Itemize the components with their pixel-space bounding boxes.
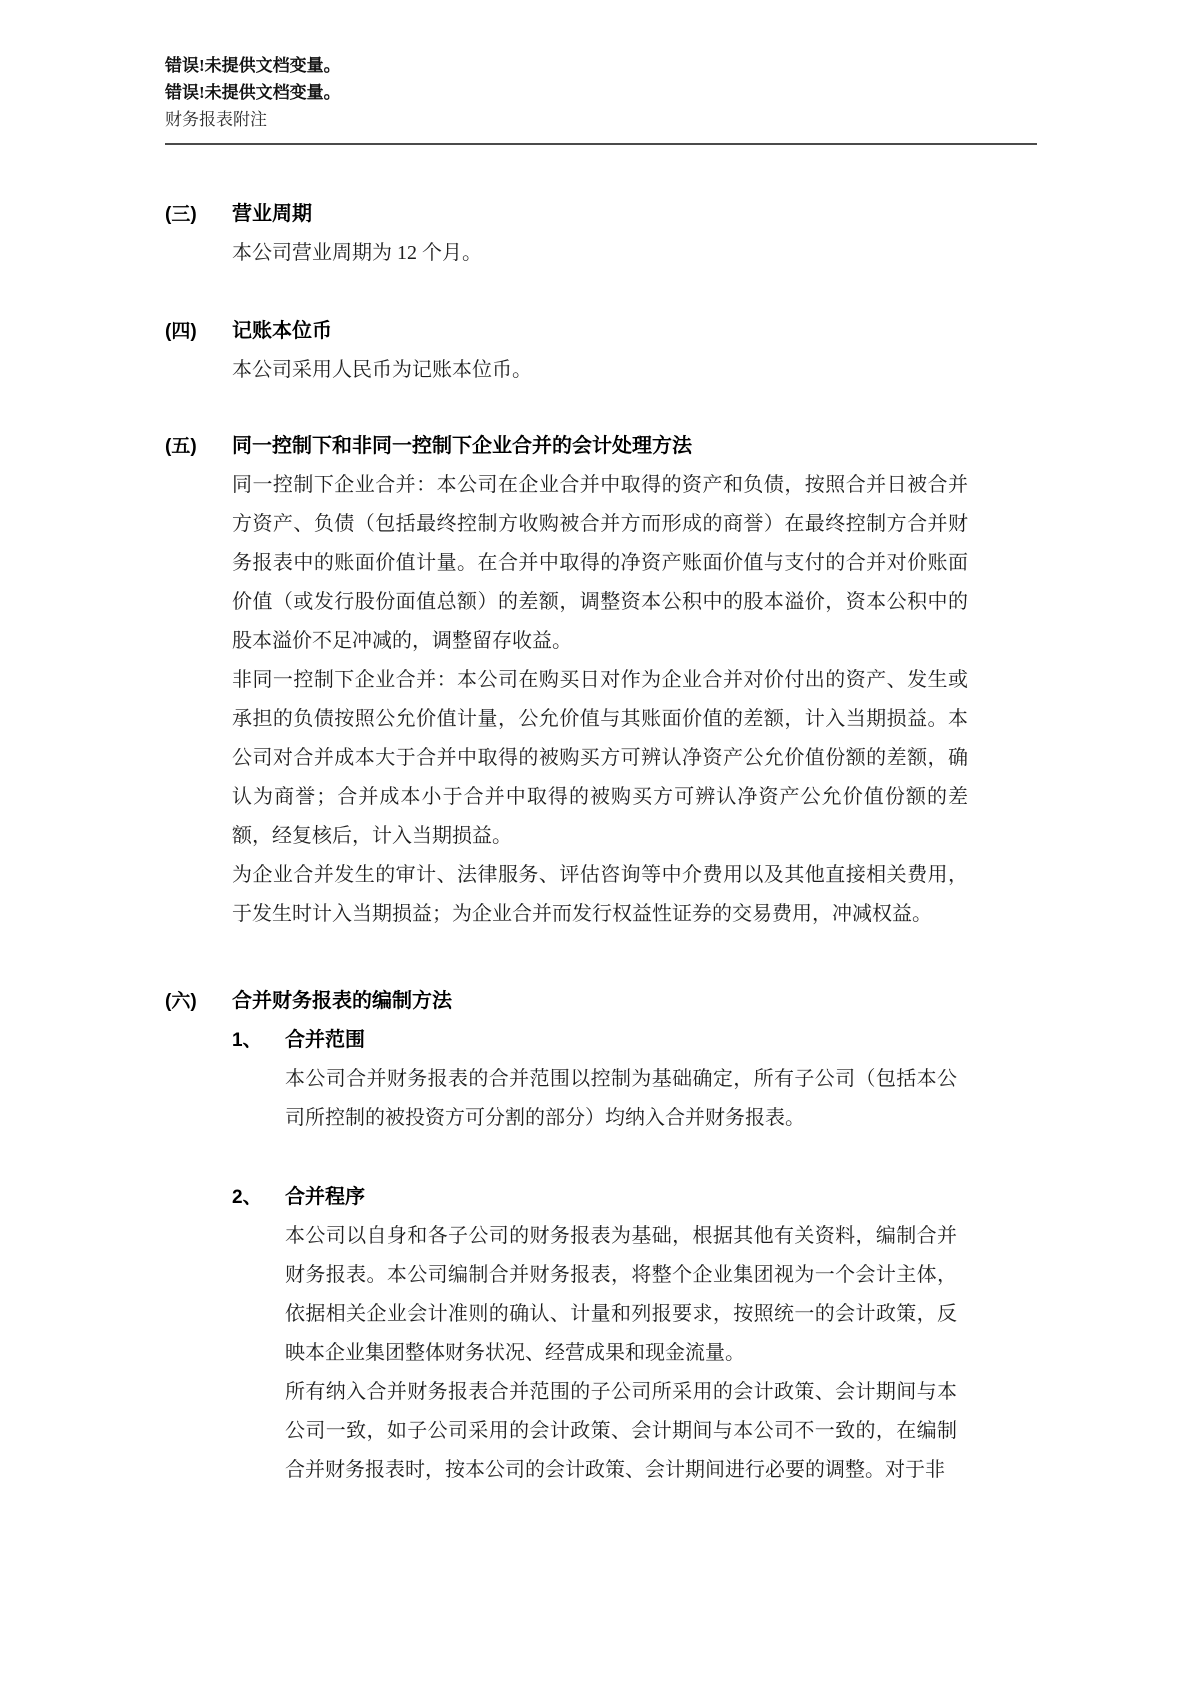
section-5-paragraph-1: 同一控制下企业合并：本公司在企业合并中取得的资产和负债，按照合并日被合并方资产、负债（包括最终控制方收购被合并方而形成的商誉）在最终控制方合并财务报表中的账面价值计量。在合并中取得的净资产账面价值与支付的合并对价账面价值（或发行股份面值总额）的差额，调整资本公积中的股本溢价，资本公积中的股本溢价不足冲减的，调整留存收益。: [232, 474, 968, 652]
section-5-paragraph-2: 非同一控制下企业合并：本公司在购买日对作为企业合并对价付出的资产、发生或承担的负债按照公允价值计量，公允价值与其账面价值的差额，计入当期损益。本公司对合并成本大于合并中取得的被购买方可辨认净资产公允价值份额的差额，确认为商誉；合并成本小于合并中取得的被购买方可辨认净资产公允价值份额的差额，经复核后，计入当期损益。: [232, 669, 968, 847]
section-3-label: (三): [165, 204, 197, 225]
subsection-1-title: 合并范围: [285, 1029, 365, 1051]
subsection-2-row: [232, 1178, 1200, 1490]
section-3-paragraph: 本公司营业周期为 12 个月。: [232, 242, 482, 264]
section-4-label: (四): [165, 321, 197, 342]
section-6-label: (六): [165, 991, 197, 1012]
subsection-1-row: [232, 1021, 1200, 1138]
header-rule: [165, 143, 1037, 145]
subsection-2-title: 合并程序: [285, 1186, 365, 1208]
subsection-1-paragraph: 本公司合并财务报表的合并范围以控制为基础确定，所有子公司（包括本公司所控制的被投资方可分割的部分）均纳入合并财务报表。: [285, 1068, 957, 1129]
section-4-paragraph: 本公司采用人民币为记账本位币。: [232, 359, 532, 381]
header-error-line-1: 错误!未提供文档变量。: [165, 56, 341, 75]
section-5-heading-row: [0, 427, 1200, 934]
header-error-line-2: 错误!未提供文档变量。: [165, 83, 341, 102]
section-6-heading-row: [0, 982, 1200, 1021]
subsection-2-label: 2、: [232, 1187, 262, 1208]
section-6-title: 合并财务报表的编制方法: [232, 990, 452, 1012]
subsection-2-paragraph-2: 所有纳入合并财务报表合并范围的子公司所采用的会计政策、会计期间与本公司一致，如子公司采用的会计政策、会计期间与本公司不一致的，在编制合并财务报表时，按本公司的会计政策、会计期间进行必要的调整。对于非: [285, 1381, 957, 1481]
section-4-title: 记账本位币: [232, 320, 332, 342]
section-5-label: (五): [165, 436, 197, 457]
section-4-heading-row: [0, 312, 1200, 390]
section-5-title: 同一控制下和非同一控制下企业合并的会计处理方法: [232, 435, 692, 457]
subsection-1-label: 1、: [232, 1030, 262, 1051]
section-3-heading-row: [0, 195, 1200, 273]
page-header: [165, 52, 1200, 133]
header-doc-title: 财务报表附注: [165, 110, 267, 129]
subsection-2-paragraph-1: 本公司以自身和各子公司的财务报表为基础，根据其他有关资料，编制合并财务报表。本公司编制合并财务报表，将整个企业集团视为一个会计主体，依据相关企业会计准则的确认、计量和列报要求，按照统一的会计政策，反映本企业集团整体财务状况、经营成果和现金流量。: [285, 1225, 957, 1364]
section-5-paragraph-3: 为企业合并发生的审计、法律服务、评估咨询等中介费用以及其他直接相关费用，于发生时计入当期损益；为企业合并而发行权益性证券的交易费用，冲减权益。: [232, 864, 968, 925]
section-3-title: 营业周期: [232, 203, 312, 225]
